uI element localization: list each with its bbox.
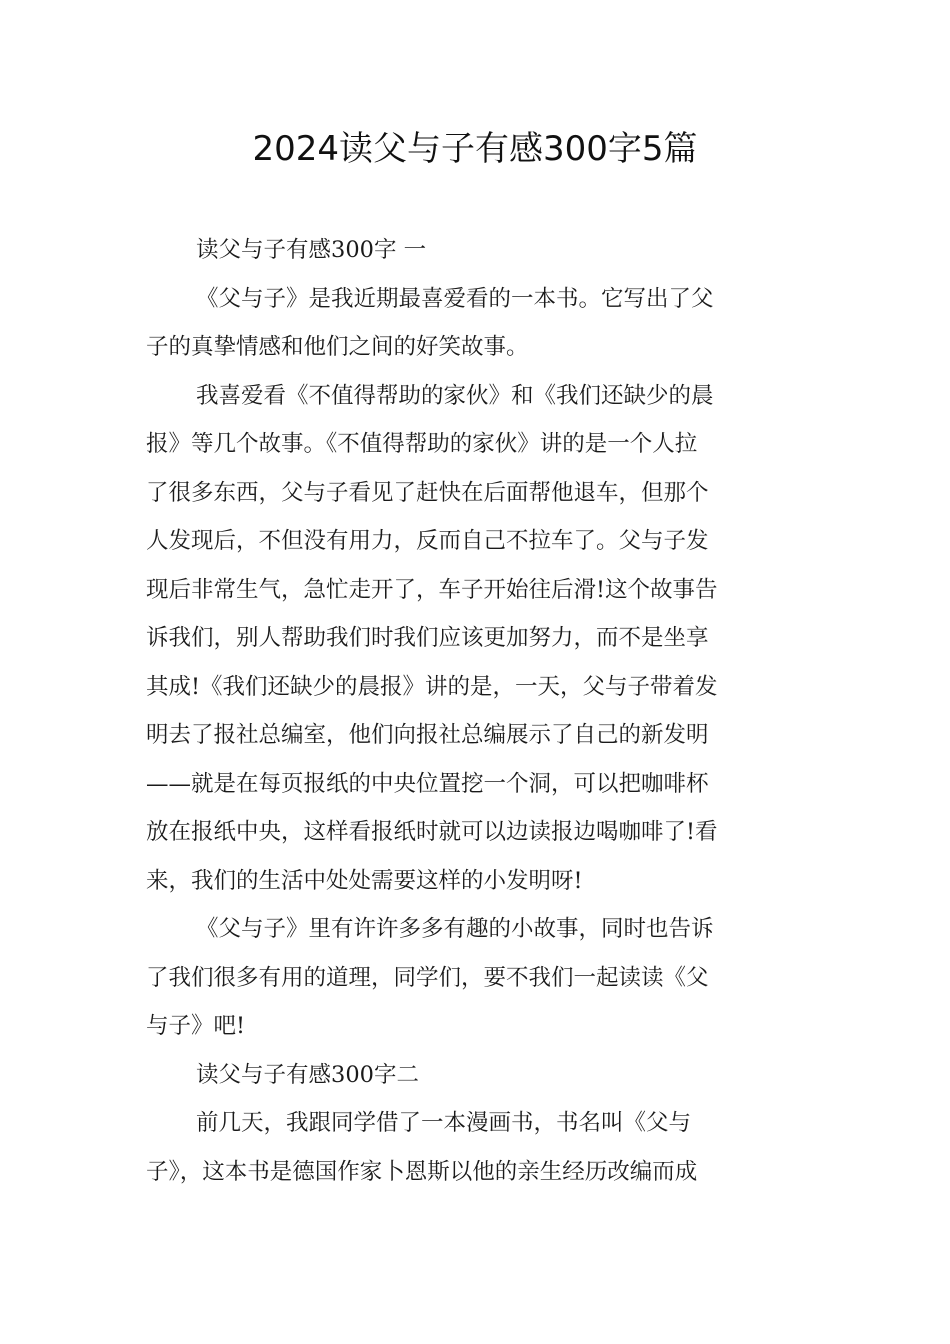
paragraph-line: 其成!《我们还缺少的晨报》讲的是，一天，父与子带着发 <box>146 673 718 700</box>
paragraph-line: 我喜爱看《不值得帮助的家伙》和《我们还缺少的晨 <box>196 382 714 409</box>
paragraph-line: 诉我们，别人帮助我们时我们应该更加努力，而不是坐享 <box>146 625 709 651</box>
paragraph-line: 报》等几个故事。《不值得帮助的家伙》讲的是一个人拉 <box>146 431 698 457</box>
paragraph-line: 了我们很多有用的道理，同学们，要不我们一起读读《父 <box>146 964 709 991</box>
paragraph-line: 来，我们的生活中处处需要这样的小发明呀! <box>146 867 583 894</box>
section-heading-1: 读父与子有感300字 一 <box>196 237 427 263</box>
document-body <box>146 226 806 1196</box>
paragraph-line: 《父与子》里有许许多多有趣的小故事，同时也告诉 <box>196 916 714 942</box>
paragraph-line: ——就是在每页报纸的中央位置挖一个洞，可以把咖啡杯 <box>146 770 709 797</box>
section-heading-2: 读父与子有感300字二 <box>196 1061 419 1088</box>
paragraph-line: 《父与子》是我近期最喜爱看的一本书。它写出了父 <box>196 285 714 312</box>
paragraph-line: 前几天，我跟同学借了一本漫画书，书名叫《父与 <box>196 1110 692 1136</box>
paragraph-line: 子》，这本书是德国作家卜恩斯以他的亲生经历改编而成 <box>146 1158 698 1185</box>
paragraph-line: 放在报纸中央，这样看报纸时就可以边读报边喝咖啡了!看 <box>146 819 718 845</box>
paragraph-line: 现后非常生气，急忙走开了，车子开始往后滑!这个故事告 <box>146 576 718 603</box>
paragraph-line: 了很多东西，父与子看见了赶快在后面帮他退车，但那个 <box>146 479 709 506</box>
paragraph-line: 与子》吧! <box>146 1013 246 1039</box>
paragraph-line: 子的真挚情感和他们之间的好笑故事。 <box>146 334 529 360</box>
paragraph-line: 人发现后，不但没有用力，反而自己不拉车了。父与子发 <box>146 528 709 554</box>
document-title: 2024读父与子有感300字5篇 <box>252 129 698 169</box>
paragraph-line: 明去了报社总编室，他们向报社总编展示了自己的新发明 <box>146 722 709 748</box>
